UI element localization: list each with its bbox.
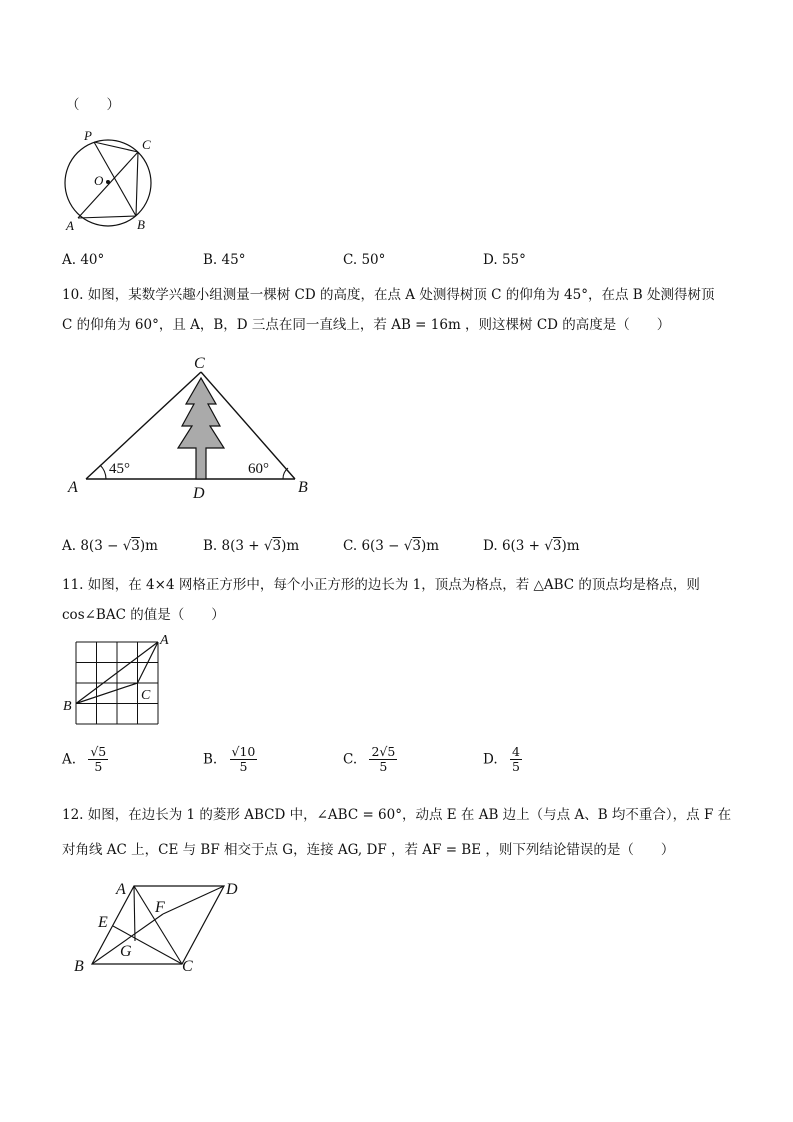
q9-option-a[interactable]: A. 40° xyxy=(62,252,105,268)
q12-rhombus-figure xyxy=(70,874,270,984)
q10-stem-line1: 10. 如图，某数学兴趣小组测量一棵树 CD 的高度，在点 A 处测得树顶 C 的仰角为 45°，在点 B 处测得树顶 xyxy=(62,287,715,303)
q12-stem-line1: 12. 如图，在边长为 1 的菱形 ABCD 中，∠ABC = 60°，动点 E 在 AB 边上（与点 A、B 均不重合），点 F 在 xyxy=(62,807,732,823)
q9-label-C: C xyxy=(142,137,151,152)
q10-angle-60: 60° xyxy=(248,461,269,477)
q11-stem-line2: cos∠BAC 的值是（ ） xyxy=(62,607,225,623)
q9-option-b[interactable]: B. 45° xyxy=(203,252,246,268)
q11-option-b[interactable]: B. $\frac{√10}{5}$ xyxy=(203,744,256,775)
q10-tree-figure xyxy=(62,352,322,502)
q11-option-d[interactable]: D. $\frac{4}{5}$ xyxy=(483,744,520,775)
q10-option-d[interactable]: D. 6(3 + √3)m xyxy=(483,538,580,554)
q11-label-C: C xyxy=(141,688,151,703)
q12-stem-line2: 对角线 AC 上，CE 与 BF 相交于点 G，连接 AG, DF ，若 AF = BE ，则下列结论错误的是（ ） xyxy=(62,842,675,858)
q10-label-C: C xyxy=(194,355,205,372)
q10-option-c[interactable]: C. 6(3 − √3)m xyxy=(343,538,440,554)
q10-angle-45: 45° xyxy=(109,461,130,477)
q11-option-a[interactable]: A. $\frac{√5}{5}$ xyxy=(62,744,107,775)
q12-label-A: A xyxy=(116,881,126,898)
q12-label-G: G xyxy=(120,943,132,960)
q11-grid-figure xyxy=(60,632,180,732)
q12-label-E: E xyxy=(98,914,108,931)
q10-option-a[interactable]: A. 8(3 − √3)m xyxy=(62,538,158,554)
q10-label-B: B xyxy=(298,479,308,496)
q9-option-d[interactable]: D. 55° xyxy=(483,252,526,268)
q9-label-B: B xyxy=(137,217,145,232)
q11-stem-line1: 11. 如图，在 4×4 网格正方形中，每个小正方形的边长为 1，顶点为格点，若 △ABC 的顶点均是格点，则 xyxy=(62,577,700,593)
q10-label-A: A xyxy=(68,479,78,496)
q12-label-D: D xyxy=(226,881,238,898)
q10-label-D: D xyxy=(193,485,205,502)
q11-option-c[interactable]: C. $\frac{2√5}{5}$ xyxy=(343,744,396,775)
q10-stem-line2: C 的仰角为 60°，且 A，B，D 三点在同一直线上，若 AB = 16m ，则这棵树 CD 的高度是（ ） xyxy=(62,317,671,333)
q10-option-b[interactable]: B. 8(3 + √3)m xyxy=(203,538,300,554)
q9-answer-bracket: （ ） xyxy=(66,97,120,113)
q12-label-C: C xyxy=(182,958,193,975)
q10-tree-shape xyxy=(178,378,224,479)
q9-option-c[interactable]: C. 50° xyxy=(343,252,386,268)
q12-label-B: B xyxy=(74,958,84,975)
q12-label-F: F xyxy=(155,899,165,916)
q11-label-A: A xyxy=(160,633,169,648)
q9-label-A: A xyxy=(66,218,74,233)
q9-label-O: O xyxy=(94,173,104,188)
q9-circle-figure xyxy=(58,124,158,234)
q11-label-B: B xyxy=(63,699,72,714)
q9-label-P: P xyxy=(84,128,92,143)
